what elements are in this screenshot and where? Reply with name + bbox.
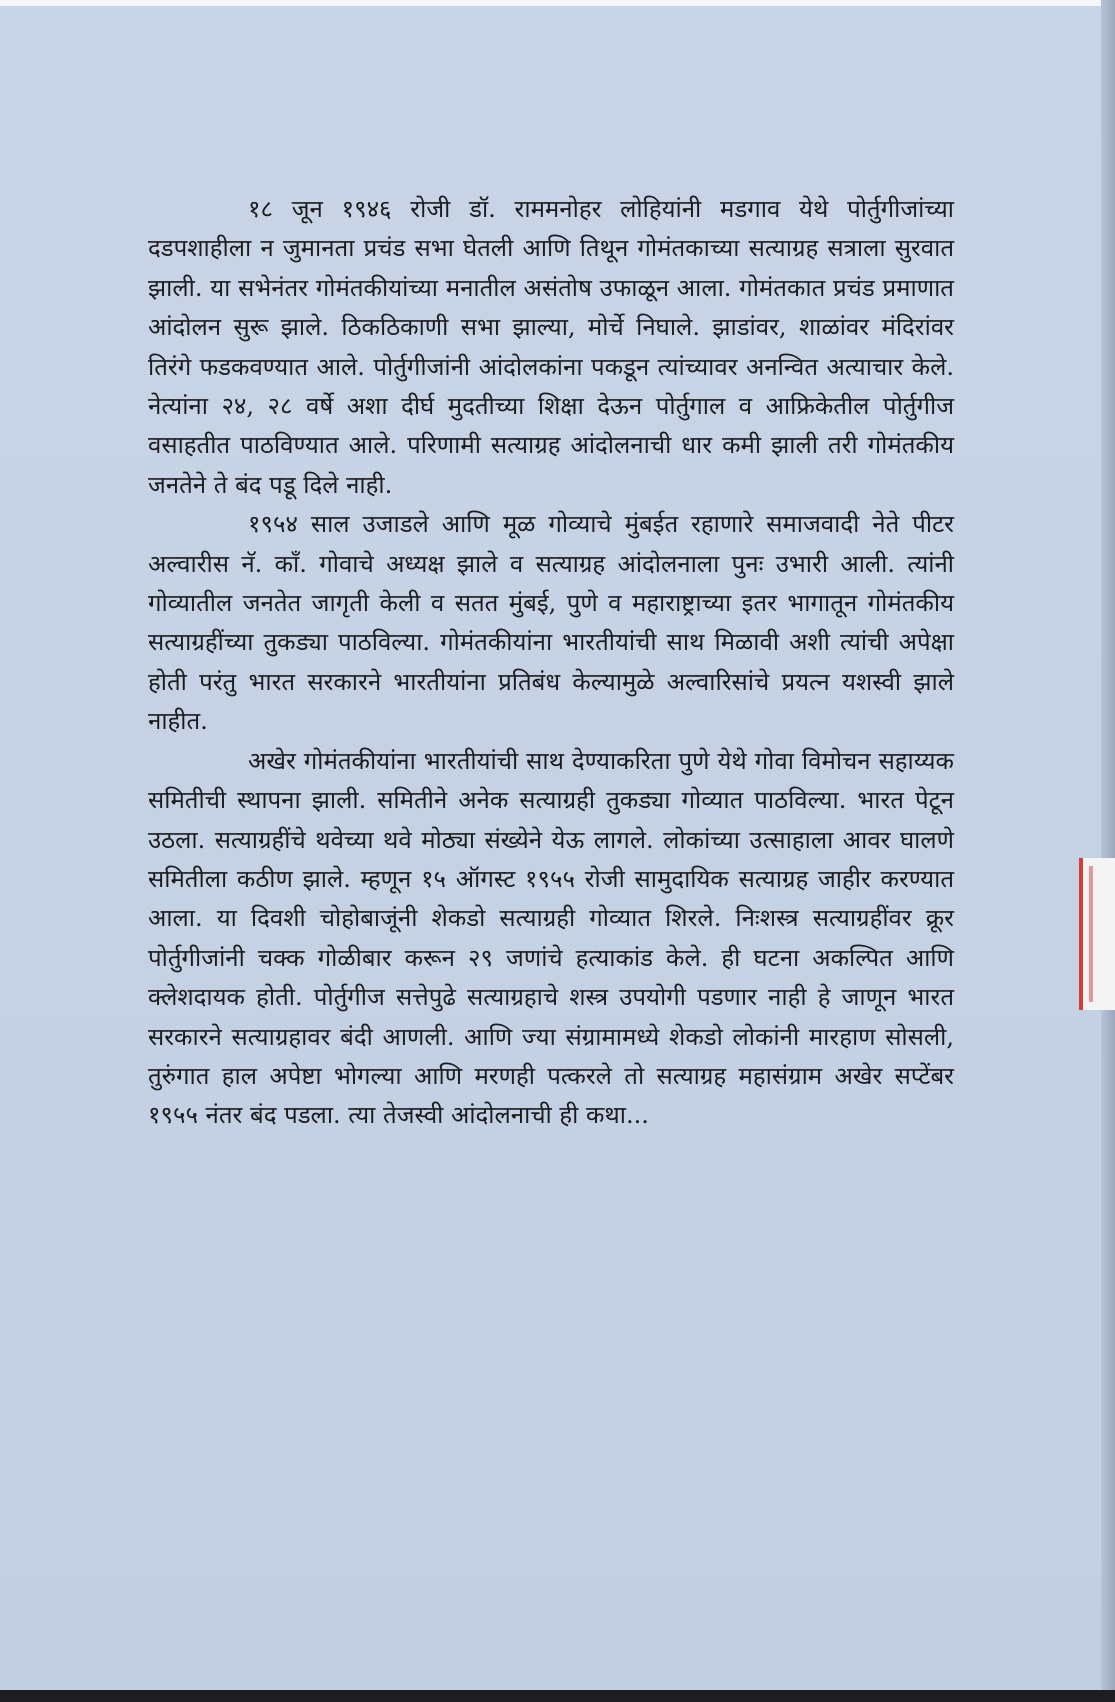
scan-top-edge (0, 0, 1115, 6)
sticker-stripe (1089, 866, 1093, 1002)
blurb-text (148, 190, 954, 1136)
scan-bottom-edge (0, 1690, 1115, 1702)
library-sticker (1079, 858, 1115, 1010)
blurb-paragraph-2: १९५४ साल उजाडले आणि मूळ गोव्याचे मुंबईत रहाणारे समाजवादी नेते पीटर अल्वारीस नॅ. कॉं. गोवाचे अध्यक्ष झाले व सत्याग्रह आंदोलनाला पुनः उभारी आली. त्यांनी गोव्यातील जनतेत जागृती केली व सतत मुंबई, पुणे व महाराष्ट्राच्या इतर भागातून गोमंतकीय सत्याग्रहींच्या तुकड्या पाठविल्या. गोमंतकीयांना भारतीयांची साथ मिळावी अशी त्यांची अपेक्षा होती परंतु भारत सरकारने भारतीयांना प्रतिबंध केल्यामुळे अल्वारिसांचे प्रयत्न यशस्वी झाले नाहीत. (148, 510, 954, 736)
blurb-paragraph-1: १८ जून १९४६ रोजी डॉ. राममनोहर लोहियांनी मडगाव येथे पोर्तुगीजांच्या दडपशाहीला न जुमानता प्रचंड सभा घेतली आणि तिथून गोमंतकाच्या सत्याग्रह सत्राला सुरवात झाली. या सभेनंतर गोमंतकीयांच्या मनातील असंतोष उफाळून आला. गोमंतकात प्रचंड प्रमाणात आंदोलन सुरू झाले. ठिकठिकाणी सभा झाल्या, मोर्चे निघाले. झाडांवर, शाळांवर मंदिरांवर तिरंगे फडकवण्यात आले. पोर्तुगीजांनी आंदोलकांना पकडून त्यांच्यावर अनन्वित अत्याचार केले. नेत्यांना २४, २८ वर्षे अशा दीर्घ मुदतीच्या शिक्षा देऊन पोर्तुगाल व आफ्रिकेतील पोर्तुगीज वसाहतीत पाठविण्यात आले. परिणामी सत्याग्रह आंदोलनाची धार कमी झाली तरी गोमंतकीय जनतेने ते बंद पडू दिले नाही. (148, 195, 954, 499)
book-spine-edge (1101, 0, 1115, 1702)
blurb-paragraph-3: अखेर गोमंतकीयांना भारतीयांची साथ देण्याकरिता पुणे येथे गोवा विमोचन सहाय्यक समितीची स्थापना झाली. समितीने अनेक सत्याग्रही तुकड्या गोव्यात पाठविल्या. भारत पेटून उठला. सत्याग्रहींचे थवेच्या थवे मोठ्या संख्येने येऊ लागले. लोकांच्या उत्साहाला आवर घालणे समितीला कठीण झाले. म्हणून १५ ऑगस्ट १९५५ रोजी सामुदायिक सत्याग्रह जाहीर करण्यात आला. या दिवशी चोहोबाजूंनी शेकडो सत्याग्रही गोव्यात शिरले. निःशस्त्र सत्याग्रहींवर क्रूर पोर्तुगीजांनी चक्क गोळीबार करून २९ जणांचे हत्याकांड केले. ही घटना अकल्पित आणि क्लेशदायक होती. पोर्तुगीज सत्तेपुढे सत्याग्रहाचे शस्त्र उपयोगी पडणार नाही हे जाणून भारत सरकारने सत्याग्रहावर बंदी आणली. आणि ज्या संग्रामामध्ये शेकडो लोकांनी मारहाण सोसली, तुरुंगात हाल अपेष्टा भोगल्या आणि मरणही पत्करले तो सत्याग्रह महासंग्राम अखेर सप्टेंबर १९५५ नंतर बंद पडला. त्या तेजस्वी आंदोलनाची ही कथा... (148, 746, 954, 1130)
